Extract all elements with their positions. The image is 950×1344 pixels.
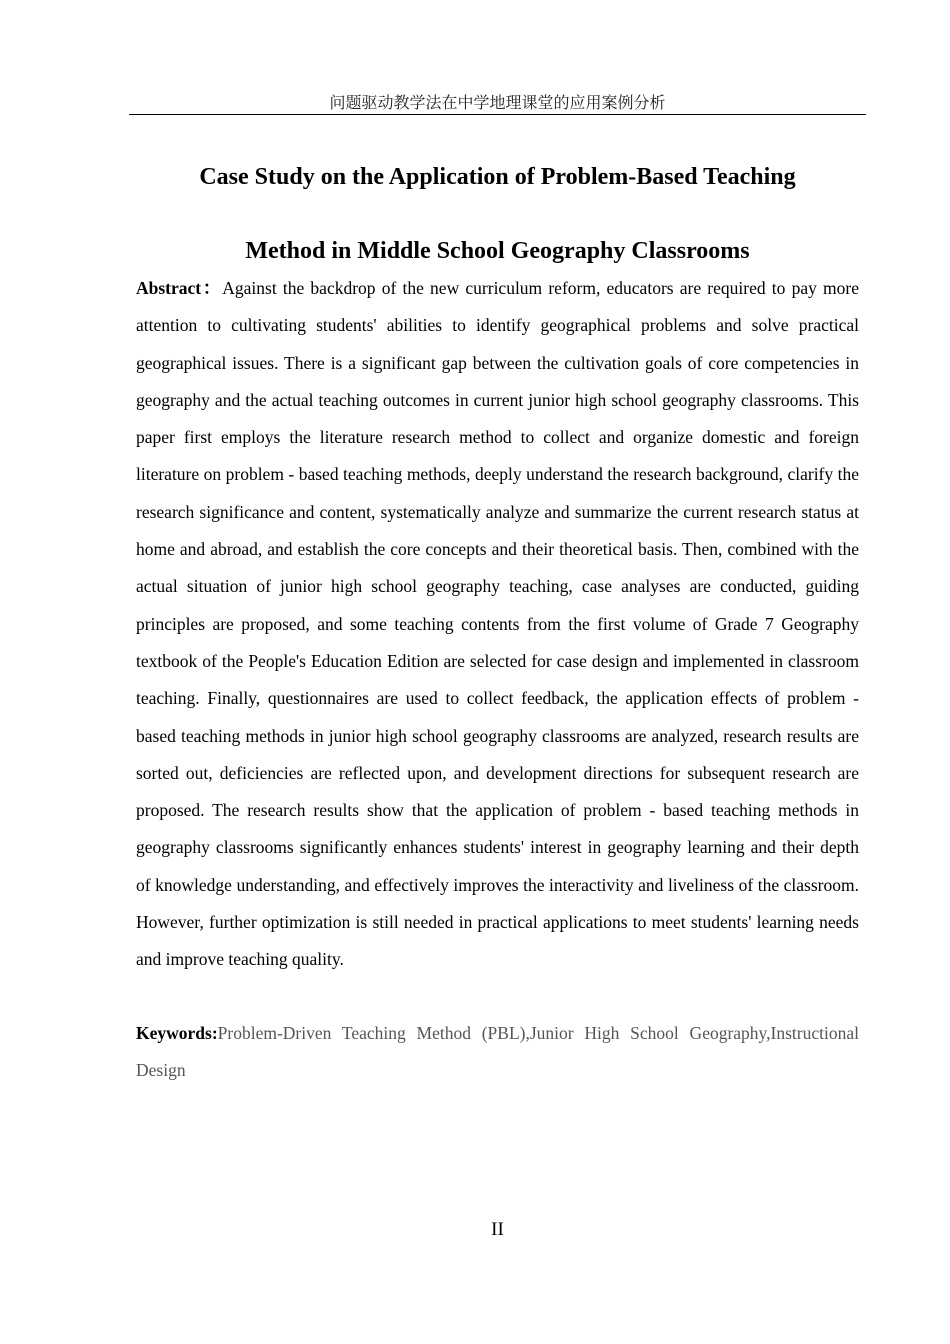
keywords-paragraph: [136, 1015, 859, 1089]
abstract-label: Abstract：: [136, 278, 223, 298]
title-line-2: Method in Middle School Geography Classrooms: [245, 238, 750, 264]
page-number: II: [491, 1219, 504, 1240]
page-title: [136, 140, 859, 288]
abstract-text: Against the backdrop of the new curriculum reform, educators are required to pay more attention to cultivating students' abilities to identify geographical problems and solve practical geographical issues. There is a significant gap between the cultivation goals of core competencies in geography and the actual teaching outcomes in current junior high school geography classrooms. This paper first employs the literature research method to collect and organize domestic and foreign literature on problem - based teaching methods, deeply understand the research background, clarify the research significance and content, systematically analyze and summarize the current research status at home and abroad, and establish the core concepts and their theoretical basis. Then, combined with the actual situation of junior high school geography teaching, case analyses are conducted, guiding principles are proposed, and some teaching contents from the first volume of Grade 7 Geography textbook of the People's Education Edition are selected for case design and implemented in classroom teaching. Finally, questionnaires are used to collect feedback, the application effects of problem - based teaching methods in junior high school geography classrooms are analyzed, research results are sorted out, deficiencies are reflected upon, and development directions for subsequent research are proposed. The research results show that the application of problem - based teaching methods in geography classrooms significantly enhances students' interest in geography learning and their depth of knowledge understanding, and effectively improves the interactivity and liveliness of the classroom. However, further optimization is still needed in practical applications to meet students' learning needs and improve teaching quality.: [136, 278, 859, 970]
keywords-label: Keywords:: [136, 1023, 218, 1043]
keywords-text: Problem-Driven Teaching Method (PBL),Junior High School Geography,Instructional Design: [136, 1023, 859, 1080]
running-header: 问题驱动教学法在中学地理课堂的应用案例分析: [129, 90, 866, 115]
abstract-paragraph: [136, 270, 859, 979]
title-line-1: Case Study on the Application of Problem-Based Teaching: [199, 164, 796, 190]
